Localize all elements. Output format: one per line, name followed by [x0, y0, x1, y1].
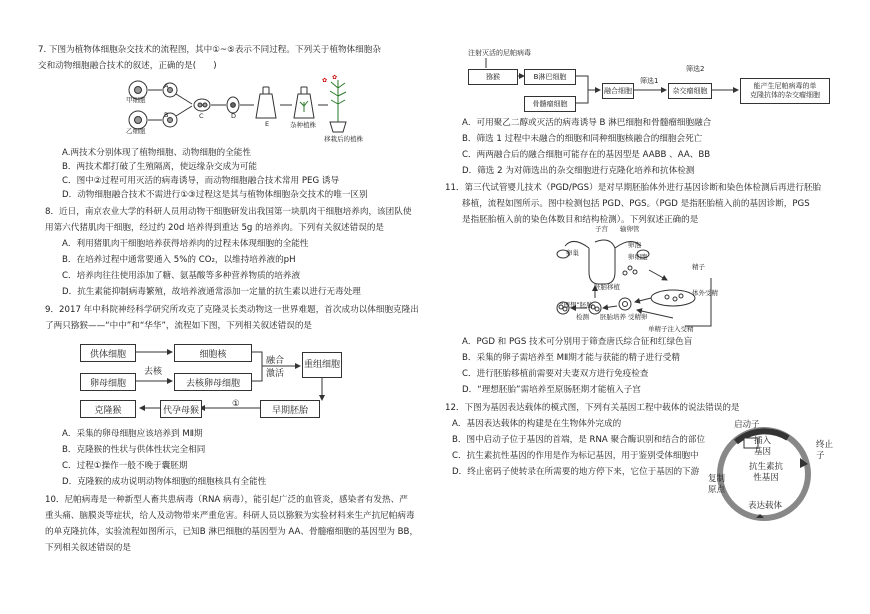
- q11-label-tube: 输卵管: [620, 225, 640, 233]
- q9-option-d: D．克隆猴的成功说明动物体细胞的细胞核具有全能性: [62, 477, 267, 487]
- svg-text:✿: ✿: [332, 74, 338, 81]
- q8-option-b: B．在培养过程中通常要通入 5%的 CO₂，以维持培养液的pH: [62, 255, 296, 265]
- q11-label-egg: 卵细胞: [628, 253, 648, 261]
- q11-label-ovary: 卵巢: [566, 249, 579, 257]
- q10-final-line2: 克隆抗体的杂交瘤细胞: [750, 91, 820, 99]
- q12-label-vector: 表达载体: [748, 501, 783, 511]
- q11-option-b: B．采集的卵子需培养至 MⅡ期才能与获能的精子进行受精: [462, 353, 680, 363]
- q11-stem-line3: 是指胚胎植入前的染色体数目和结构检测）。下列叙述正确的是: [462, 215, 699, 225]
- q11-label-sperm: 精子: [692, 263, 705, 271]
- q7-option-d: D．动物细胞融合技术不需进行①③过程这是其与植物体细胞杂交技术的唯一区别: [62, 190, 368, 200]
- q9-stem-line1: 9．2017 年中科院神经科学研究所攻克了克隆灵长类动物这一世界难题，首次成功以体细胞克隆出: [45, 305, 419, 315]
- q11-option-c: C．进行胚胎移植前需要对夫妻双方进行免疫检查: [462, 369, 649, 379]
- q10-box-monkey: 猕猴: [468, 69, 518, 85]
- q10-option-a: A．可用聚乙二醇或灭活的病毒诱导 B 淋巴细胞和骨髓瘤细胞融合: [462, 118, 712, 128]
- q10-label-screen1: 筛选1: [640, 77, 659, 85]
- q7-stem-line1: 7. 下图为植物体细胞杂交技术的流程图，其中①~⑤表示不同过程。下列关于植物体细胞杂: [38, 45, 381, 55]
- q10-stem-line3: 的单克隆抗体，实验流程如图所示，已知B 淋巴细胞的基因型为 AA、骨髓瘤细胞的基因型为 BB，: [45, 527, 419, 537]
- q7-stem-line2: 交和动物细胞融合技术的叙述，正确的是( ): [38, 61, 217, 71]
- q10-box-final: [740, 78, 830, 104]
- q8-option-c: C．培养肉往往使用添加了糖、氨基酸等多种营养物质的培养液: [62, 271, 301, 281]
- q10-label-screen2: 筛选2: [686, 65, 705, 73]
- q11-label-detect: 检测: [576, 313, 589, 321]
- q9-box-surrogate: 代孕母猴: [160, 400, 202, 418]
- q9-option-b: B．克隆猴的性状与供体性状完全相同: [62, 445, 206, 455]
- q12-label-insert: 插入基因: [754, 436, 772, 457]
- q11-label-uterus: 子宫: [595, 225, 608, 233]
- q7-label-plant: 移栽后的植株: [324, 135, 363, 143]
- q11-option-d: D．“理想胚胎”需培养至原肠胚期才能植入子宫: [462, 385, 641, 395]
- q11-label-follicle: 卵泡: [628, 241, 641, 249]
- q12-label-origin: 复制原点: [708, 474, 726, 495]
- q9-box-embryo: 早期胚胎: [260, 400, 320, 418]
- q8-stem-line2: 用第六代猪肌肉干细胞，经过约 20d 培养得到重达 5g 的培养肉。下列有关叙述错误的是: [45, 223, 385, 233]
- q9-label-remove: 去核: [144, 367, 163, 377]
- q11-option-a: A．PGD 和 PGS 技术可分别用于筛查唐氏综合征和红绿色盲: [462, 337, 693, 347]
- q9-box-oocyte: 卵母细胞: [80, 373, 136, 391]
- q11-label-fert: 受精卵: [628, 313, 648, 321]
- q10-label-inject: 注射灭活的尼帕病毒: [468, 49, 531, 57]
- q12-label-terminator: 终止子: [816, 440, 834, 461]
- q11-label-transfer: 胚胎移植: [594, 283, 620, 291]
- q10-box-hybridoma: 杂交瘤细胞: [668, 83, 712, 99]
- q9-box-enucleated: 去核卵母细胞: [174, 373, 252, 391]
- q12-option-d: D．终止密码子使转录在所需要的地方停下来，它位于基因的下游: [452, 467, 700, 477]
- q9-label-step1: ①: [232, 399, 240, 409]
- q10-option-c: C．两两融合后的融合细胞可能存在的基因型是 AABB 、AA、BB: [462, 150, 711, 160]
- q12-option-b: B．图中启动子位于基因的首端，是 RNA 聚合酶识别和结合的部位: [452, 435, 706, 445]
- q12-option-a: A．基因表达载体的构建是在生物体外完成的: [452, 419, 622, 429]
- q10-stem-line4: 下列相关叙述错误的是: [45, 543, 131, 553]
- q9-box-clone: 克隆猴: [80, 400, 136, 418]
- q11-label-ivf: 体外受精: [692, 289, 718, 297]
- q9-option-a: A．采集的卵母细胞应该培养到 MⅡ期: [62, 429, 203, 439]
- q8-stem-line1: 8．近日，南京农业大学的科研人员用动物干细胞研发出我国第一块肌肉干细胞培养肉，该团队使: [45, 207, 412, 217]
- q10-stem-line1: 10．尼帕病毒是一种新型人畜共患病毒（RNA 病毒），能引起广泛的血管炎，感染者有发热、严: [45, 495, 408, 505]
- q12-label-resist: 抗生素抗性基因: [748, 462, 783, 483]
- q7-label-B: B: [164, 111, 169, 119]
- q10-option-b: B．筛选 1 过程中未融合的细胞和同种细胞核融合的细胞会死亡: [462, 134, 703, 144]
- q10-box-fused: 融合细胞: [602, 83, 634, 99]
- q9-box-recon: 重组细胞: [302, 352, 342, 378]
- q9-box-donor: 供体细胞: [80, 344, 136, 362]
- q7-label-D: D: [231, 112, 237, 120]
- q11-label-icsi: 单精子注入受精: [648, 325, 694, 333]
- q11-label-culture: 胚胎培养: [600, 313, 626, 321]
- q9-option-c: C．过程①操作一般不晚于囊胚期: [62, 461, 188, 471]
- q9-label-fuse: 融合激活: [266, 356, 285, 379]
- q11-stem-line1: 11．第三代试管婴儿技术（PGD/PGS）是对早期胚胎体外进行基因诊断和染色体检测后再进行胚胎: [445, 183, 822, 193]
- svg-text:✿: ✿: [322, 77, 328, 84]
- q10-final-line1: 能产生尼帕病毒的单: [753, 82, 817, 90]
- q9-box-nucleus: 细胞核: [174, 344, 252, 362]
- q7-label-E: E: [265, 120, 270, 128]
- q12-stem: 12．下图为基因表达载体的模式图，下列有关基因工程中载体的说法错误的是: [445, 403, 740, 413]
- q7-option-a: A.两技术分别体现了植物细胞、动物细胞的全能性: [62, 148, 251, 158]
- q11-label-ideal: “理想”胚胎: [560, 301, 593, 309]
- q10-box-bcell: B淋巴细胞: [524, 69, 576, 85]
- q7-label-C: C: [199, 112, 204, 120]
- q7-label-hybrid: 杂种植株: [290, 121, 316, 129]
- q10-box-myeloma: 骨髓瘤细胞: [524, 96, 576, 112]
- q10-option-d: D．筛选 2 为对筛选出的杂交细胞进行克隆化培养和抗体检测: [462, 166, 695, 176]
- q12-label-promoter: 启动子: [734, 420, 760, 430]
- q7-label-yi: 乙细胞: [126, 127, 146, 135]
- q10-stem-line2: 重头痛、脑膜炎等症状，给人及动物带来严重危害。科研人员以猕猴为实验材料来生产抗尼帕病毒: [45, 511, 415, 521]
- q7-option-c: C．图中②过程可用灭活的病毒诱导，而动物细胞融合技术常用 PEG 诱导: [62, 176, 340, 186]
- q8-option-a: A．利用猪肌肉干细胞培养获得培养肉的过程未体现细胞的全能性: [62, 239, 309, 249]
- q12-option-c: C．抗生素抗性基因的作用是作为标记基因，用于鉴别受体细胞中: [452, 451, 699, 461]
- q9-stem-line2: 了两只猕猴——“中中”和“华华”，流程如下图，下列相关叙述错误的是: [45, 321, 313, 331]
- q7-label-jia: 甲细胞: [126, 96, 146, 104]
- q8-option-d: D．抗生素能抑制病毒繁殖，故培养液通常添加一定量的抗生素以进行无毒处理: [62, 287, 361, 297]
- q7-option-b: B．两技术都打破了生殖隔离，使远缘杂交成为可能: [62, 162, 257, 172]
- q11-stem-line2: 移植，流程如图所示。图中检测包括 PGD、PGS。（PGD 是指胚胎植入前的基因诊断，PGS: [462, 199, 810, 209]
- q7-label-A: A: [164, 82, 169, 90]
